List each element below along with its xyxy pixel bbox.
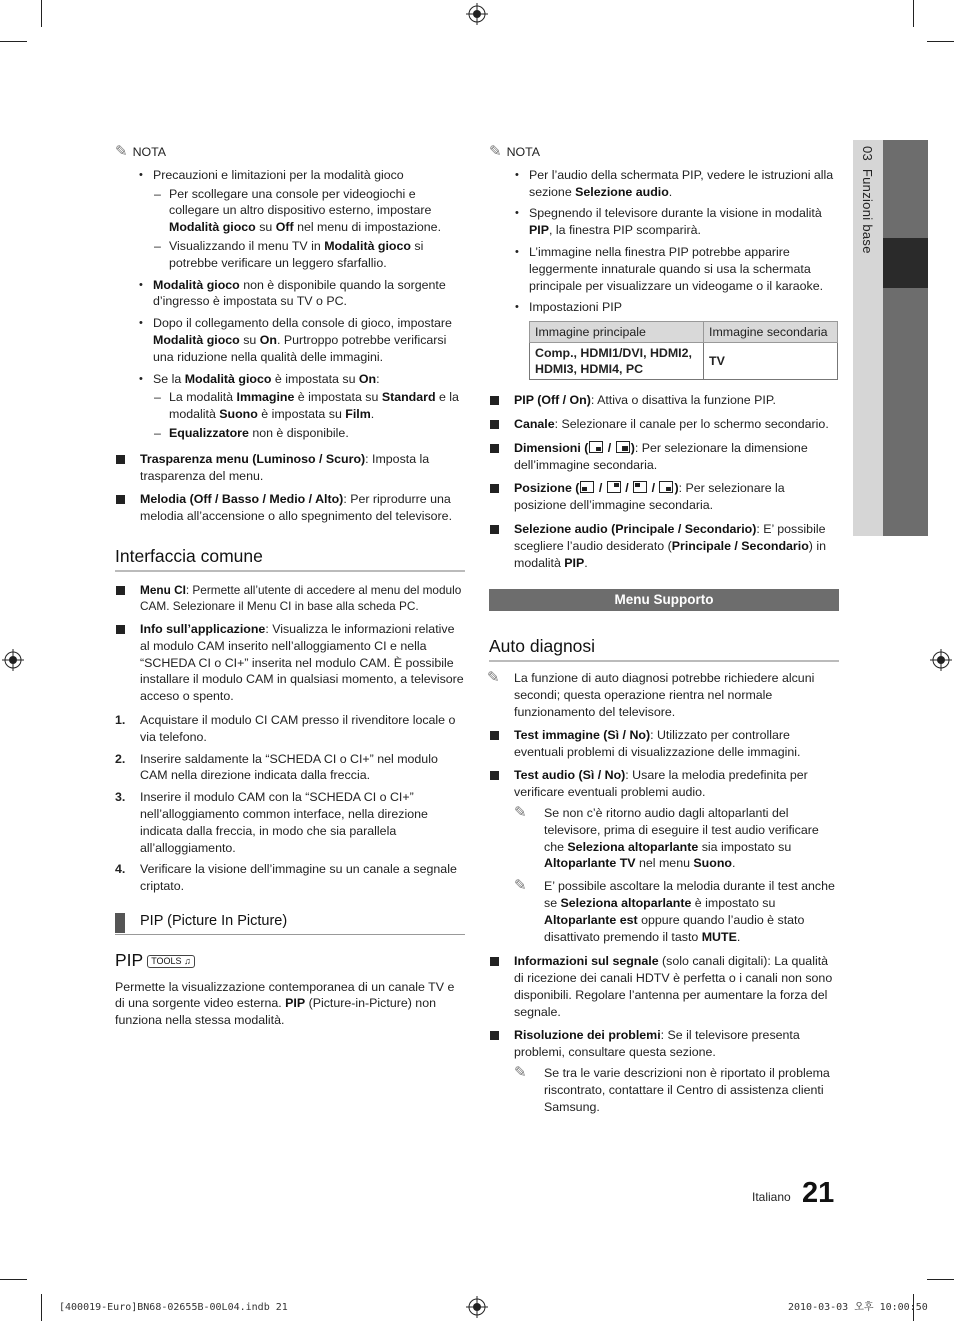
registration-mark-icon — [466, 3, 488, 25]
pip-settings-table — [529, 321, 838, 380]
note-auto-diagnosi: ✎ La funzione di auto diagnosi potrebbe richiedere alcuni secondi; questa operazione rientra nel normale funzionamento del televisore. — [487, 669, 815, 719]
pencil-icon: ✎ — [514, 1064, 527, 1082]
menu-item-test-audio: Test audio (Sì / No): Usare la melodia predefinita per verificare eventuali problemi audio. — [489, 767, 839, 801]
crop-mark — [913, 0, 914, 27]
crop-mark — [0, 41, 27, 42]
menu-item-info-applicazione: Info sull’applicazione: Visualizza le informazioni relative al modulo CAM inserito nell’alloggiamento CI e nella “SCHEDA CI o CI+” inserita nel modulo CAM. È possibile installare il modulo CAM in qualsiasi momento, a televisore acceso o spento. — [115, 621, 465, 705]
table-cell: TV — [704, 343, 838, 380]
subsection-heading-pip: PIP (Picture In Picture) — [115, 913, 465, 935]
left-column — [115, 144, 465, 1029]
note-test-audio: ✎ E’ possibile ascoltare la melodia durante il test anche se Seleziona altoparlante è impostato su Altoparlante est oppure quando l’audio è stato disattivato premendo il tasto MUTE. — [514, 877, 835, 944]
list-item: • Precauzioni e limitazioni per la modalità gioco – Per scollegare una console per videogiochi e collegare un altro dispositivo esterno, impostare Modalità gioco su Off nel menu di impostazione. – Visualizzando il menu TV in Modalità gioco si potrebbe verificare un leggero sfarfallio. — [153, 167, 465, 272]
menu-item-dimensioni: Dimensioni ( / ): Per selezionare la dimensione dell’immagine secondaria. — [489, 440, 839, 474]
section-heading-auto-diagnosi: Auto diagnosi — [489, 635, 839, 662]
size-small-icon — [589, 441, 603, 453]
steps-list — [115, 712, 465, 895]
size-large-icon — [616, 441, 630, 453]
menu-item-trasparenza: Trasparenza menu (Luminoso / Scuro): Imposta la trasparenza del menu. — [115, 451, 465, 485]
menu-item-posizione: Posizione ( / / / ): Per selezionare la posizione dell’immagine secondaria. — [489, 480, 839, 514]
crop-mark — [41, 0, 42, 27]
menu-item-risoluzione-problemi: Risoluzione dei problemi: Se il televisore presenta problemi, consultare questa sezione. — [489, 1027, 839, 1061]
position-bottom-right-icon — [659, 481, 673, 493]
position-top-right-icon — [607, 481, 621, 493]
note-header — [115, 144, 465, 161]
section-heading-interfaccia: Interfaccia comune — [115, 545, 465, 572]
step-item: 4. Verificare la visione dell’immagine su un canale a segnale criptato. — [115, 862, 457, 894]
list-item: – La modalità Immagine è impostata su Standard e la modalità Suono è impostata su Film. — [169, 389, 465, 423]
list-item: – Visualizzando il menu TV in Modalità gioco si potrebbe verificare un leggero sfarfallio. — [169, 238, 465, 272]
footer-language: Italiano — [752, 1190, 791, 1204]
menu-item-test-immagine: Test immagine (Sì / No): Utilizzato per controllare eventuali problemi di visualizzazione delle immagini. — [489, 727, 839, 761]
list-item: • Impostazioni PIP — [529, 299, 839, 316]
slug-date: 2010-03-03 오후 10:00:50 — [788, 1302, 928, 1313]
note-test-audio: ✎ Se non c’è ritorno audio dagli altoparlanti del televisore, prima di eseguire il test audio verificare che Seleziona altoparlante sia impostato su Altoparlante TV nel menu Suono. — [514, 803, 819, 871]
menu-item-pip-on-off: PIP (Off / On): Attiva o disattiva la funzione PIP. — [489, 392, 839, 409]
side-tab-marker — [883, 238, 928, 288]
table-row — [530, 343, 838, 380]
table-row — [530, 322, 838, 343]
list-item: • Se la Modalità gioco è impostata su On: – La modalità Immagine è impostata su Standard e la modalità Suono è impostata su Film. – Equalizzatore non è disponibile. — [153, 371, 465, 442]
step-item: 2. Inserire saldamente la “SCHEDA CI o CI+” nel modulo CAM nella direzione indicata dalla freccia. — [115, 751, 438, 783]
note-label: NOTA — [132, 145, 167, 159]
pencil-icon: ✎ — [514, 803, 527, 821]
menu-item-melodia: Melodia (Off / Basso / Medio / Alto): Per riprodurre una melodia all’accensione o allo spegnimento del televisore. — [115, 491, 465, 525]
page-number: 21 — [802, 1177, 835, 1209]
side-tab-label: 03 Funzioni base — [859, 146, 875, 254]
pencil-icon: ✎ — [514, 877, 527, 895]
registration-mark-icon — [2, 649, 24, 671]
list-item: • Modalità gioco non è disponibile quando la sorgente d’ingresso è impostata su TV o PC. — [153, 277, 465, 311]
table-header-cell: Immagine principale — [530, 322, 704, 343]
note-label: NOTA — [506, 145, 541, 159]
side-tab-bar — [883, 140, 928, 536]
slug-filename: [400019-Euro]BN68-02655B-00L04.indb 21 — [59, 1302, 288, 1313]
list-item: • L’immagine nella finestra PIP potrebbe apparire leggermente innaturale quando si usa la schermata principale per visualizzare un videogame o il karaoke. — [529, 244, 839, 294]
registration-mark-icon — [930, 649, 952, 671]
note-header — [489, 144, 839, 161]
list-item: – Per scollegare una console per videogiochi e collegare un altro dispositivo esterno, impostare Modalità gioco su Off nel menu di impostazione. — [169, 186, 465, 236]
crop-mark — [927, 41, 954, 42]
menu-item-selezione-audio: Selezione audio (Principale / Secondario): E’ possibile scegliere l’audio desiderato (Principale / Secondario) in modalità PIP. — [489, 521, 839, 571]
note-list — [115, 167, 465, 442]
table-header-cell: Immagine secondaria — [704, 322, 838, 343]
list-item: • Dopo il collegamento della console di gioco, impostare Modalità gioco su On. Purtroppo potrebbe verificarsi una riduzione nella qualità delle immagini. — [153, 315, 465, 365]
position-top-left-icon — [633, 481, 647, 493]
tools-icon: TOOLS ♫ — [147, 955, 195, 968]
pencil-icon: ✎ — [115, 143, 128, 161]
step-item: 1. Acquistare il modulo CI CAM presso il rivenditore locale o via telefono. — [115, 712, 456, 744]
step-item: 3. Inserire il modulo CAM con la “SCHEDA CI o CI+” nell’alloggiamento common interface, nella direzione indicata dalla freccia, in modo che sia parallela all’alloggiamento. — [115, 790, 428, 855]
pip-heading: PIP TOOLS ♫ — [115, 949, 465, 971]
list-item: • Spegnendo il televisore durante la visione in modalità PIP, la finestra PIP scomparirà. — [529, 205, 839, 239]
list-item: • Per l’audio della schermata PIP, vedere le istruzioni alla sezione Selezione audio. — [529, 167, 839, 201]
menu-item-informazioni-segnale: Informazioni sul segnale (solo canali digitali): La qualità di ricezione dei canali HDTV è perfetta o i canali non sono disponibili. Regolare l’antenna per aumentare la forza del segnale. — [489, 953, 839, 1020]
menu-item-canale: Canale: Selezionare il canale per lo schermo secondario. — [489, 416, 839, 433]
pip-description: Permette la visualizzazione contemporanea di un canale TV e di una sorgente video esterna. PIP (Picture-in-Picture) non funziona nella stessa modalità. — [115, 979, 455, 1028]
right-column — [489, 144, 839, 1121]
menu-supporto-banner: Menu Supporto — [489, 589, 839, 611]
pencil-icon: ✎ — [489, 143, 502, 161]
menu-item-menu-ci: Menu CI: Permette all’utente di accedere al menu del modulo CAM. Selezionare il Menu CI in base alla scheda PC. — [115, 582, 465, 614]
table-cell: Comp., HDMI1/DVI, HDMI2, HDMI3, HDMI4, PC — [530, 343, 704, 380]
note-risoluzione: ✎ Se tra le varie descrizioni non è riportato il problema riscontrato, contattare il Centro di assistenza clienti Samsung. — [514, 1064, 830, 1114]
crop-mark — [927, 1279, 954, 1280]
pencil-icon: ✎ — [487, 669, 500, 687]
crop-mark — [41, 1294, 42, 1321]
note-list — [489, 167, 839, 316]
position-bottom-left-icon — [580, 481, 594, 493]
list-item: – Equalizzatore non è disponibile. — [169, 425, 465, 442]
registration-mark-icon — [466, 1296, 488, 1318]
crop-mark — [0, 1279, 27, 1280]
